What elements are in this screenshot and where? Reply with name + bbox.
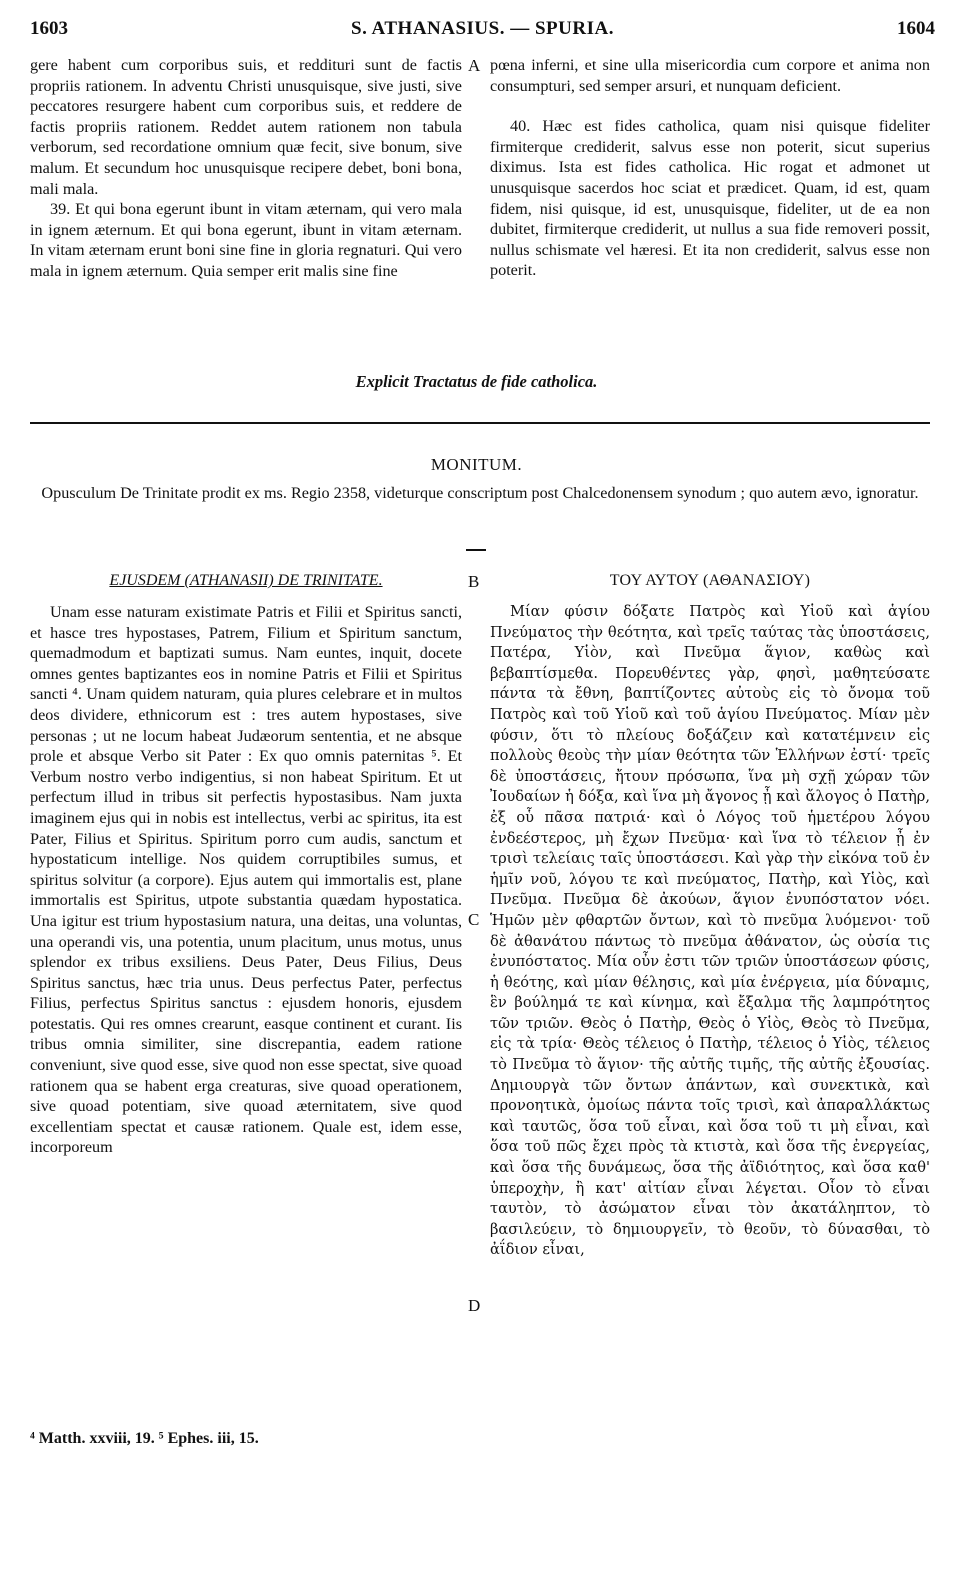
margin-letter-c: C bbox=[468, 910, 480, 929]
latin-text: Unam esse naturam existimate Patris et Filii et Spiritus sancti, et hasce tres hypostases, Patrem, Filium et Spiritum sanctum, quemadmodum et baptizati sumus. Nam euntes, inquit, docete omnes gentes baptizantes eos in nomine Patris et Filii et Spiritus sancti ⁴. Unam quidem naturam, quia plures celebrare et in multos deos dividere, ethnicorum est : tres autem hypostases, sive personas ; ut ne locum habeat Judæorum sententia, et ne absque prole et absque Verbo sit Pater : Ex quo omnis paternitas ⁵. Et Verbum nostro verbo indigentius, si non habeat Spiritum. Et ut perfectum illud in tribus sit perfectis hypostasibus. Nam juxta imaginem ejus qui in nobis est intellectus, verbi ac spiritus, ita est Pater, Filius et Spiritus. Spiritum porro cum audis, sanctum et hypostaticum intellige. Nos quidem corruptibiles sumus, et spiritus solvitur (a corpore). Ejus autem qui immortalis est, plane immortalis est Spiritus, utpote substantia quædam hypostatica. Una igitur est trium hypostasium natura, una deitas, una voluntas, una operandi vis, una potentia, unum placitum, unus motus, unus splendor ex tribus exsiliens. Deus Pater, Deus Filius, Deus Spiritus sanctus, hæc tria unus. Deus perfectus Pater, perfectus Filius, perfectus Spiritus sanctus : ejusdem honoris, ejusdem potestatis. Qui res omnes crearunt, easque continent et curant. Iis tribus omnia similiter, sine discrepantia, eadem ratione conveniunt, sive quod esse, sive quod non esse spectat, sive quoad rationem qua se habent erga creaturas, sive quoad operationem, sive quoad potentiam, sive quoad æternitatem, sive quod excellentiam spectat et causæ rationem. Quale est, idem esse, incorporeum bbox=[30, 603, 462, 1157]
greek-column bbox=[490, 602, 930, 1261]
margin-letter-d: D bbox=[468, 1296, 481, 1315]
running-header bbox=[30, 14, 935, 44]
latin-title: EJUSDEM (ATHANASII) DE TRINITATE. bbox=[109, 572, 383, 589]
short-divider bbox=[466, 549, 486, 551]
monitum-text: Opusculum De Trinitate prodit ex ms. Regio 2358, videturque conscriptum post Chalcedonensem synodum ; quo autem ævo, ignoratur. bbox=[41, 484, 919, 502]
footnotes: ⁴ Matth. xxviii, 19. ⁵ Ephes. iii, 15. bbox=[30, 1430, 259, 1447]
paragraph-40: 40. Hæc est fides catholica, quam nisi quisque fideliter firmiterque crediderit, salvus esse non poterit, sicut superius diximus. Ista est fides catholica. Hic rogat et admonet ut unusquisque sacerdos hoc sciat et prædicet. Quam, id est, quam fidem, nisi quisque, id est, unusquisque, fideliter, ut de ea non dubitet, firmiterque crediderit, ut nullus a sua fide removeri possit, nullus schismate vel hæresi. Et ita non crediderit, salvus esse non poterit. bbox=[490, 117, 930, 280]
margin-letter-b: B bbox=[468, 572, 480, 591]
paragraph-39: 39. Et qui bona egerunt ibunt in vitam æternam, qui vero mala in ignem æternum. Et qui bona egerunt, ibunt in vitam æternam. In vitam æternam erunt boni sine fine in gloria regnaturi. Qui vero mala in ignem æternum. Quia semper erit malis sine fine bbox=[30, 200, 462, 280]
top-left-column bbox=[30, 55, 462, 282]
explicit-line: Explicit Tractatus de fide catholica. bbox=[355, 372, 598, 391]
paragraph: pœna inferni, et sine ulla misericordia cum corpore et anima non consumpturi, sed semper arsuri, et nunquam deficient. bbox=[490, 56, 930, 95]
top-right-column bbox=[490, 55, 930, 281]
latin-column bbox=[30, 602, 462, 1158]
margin-letter-a: A bbox=[468, 56, 481, 75]
greek-title: ΤΟΥ ΑΥΤΟΥ (ΑΘΑΝΑΣΙΟΥ) bbox=[609, 572, 811, 589]
right-page-number: 1604 bbox=[897, 18, 935, 39]
greek-text: Μίαν φύσιν δόξατε Πατρὸς καὶ Υἱοῦ καὶ ἁγίου Πνεύματος τὴν θεότητα, καὶ τρεῖς ταύτας τὰς ὑποστάσεις, Πατέρα, Υἱὸν, καὶ Πνεῦμα ἅγιον, καθὼς καὶ βεβαπτίσμεθα. Πορευθέντες γὰρ, φησὶ, μαθητεύσατε πάντα τὰ ἔθνη, βαπτίζοντες αὐτοὺς εἰς τὸ ὄνομα τοῦ Πατρὸς καὶ τοῦ Υἱοῦ καὶ τοῦ ἁγίου Πνεύματος. Μίαν μὲν φύσιν, ὅτι τὸ πλείους δοξάζειν καὶ κατατέμνειν εἰς πολλοὺς θεοὺς τὴν μίαν θεότητα τῶν Ἑλλήνων ἐστί· τρεῖς δὲ ὑποστάσεις, ἤτουν πρόσωπα, ἵνα μὴ σχῇ χώραν τῶν Ἰουδαίων ἡ δόξα, καὶ ἵνα μὴ ἄγονος ᾖ καὶ ἄλογος ὁ Πατὴρ, ἐξ οὗ πᾶσα πατριά· καὶ ὁ Λόγος τοῦ ἡμετέρου λόγου ἐνδεέστερος, μὴ ἔχων Πνεῦμα· καὶ ἵνα τὸ τέλειον ᾖ ἐν τρισὶ τελείαις ταῖς ὑποστάσεσι. Καὶ γὰρ τὴν εἰκόνα τοῦ ἐν ἡμῖν νοῦ, λόγου τε καὶ πνεύματος, Πατὴρ, καὶ Υἱὸς, καὶ Πνεῦμα. Πνεῦμα δὲ ἀκούων, ἅγιον ἐνυπόστατον νόει. Ἡμῶν μὲν φθαρτῶν ὄντων, καὶ τὸ πνεῦμα λυόμενοι· τοῦ δὲ ἀθανάτου πάντως τὸ πνεῦμα ἀθάνατον, ὡς οὐσία τις ἐνυπόστατος. Μία οὖν ἐστι τῶν τριῶν ὑποστάσεων φύσις, ἡ θεότης, καὶ μίαν θέλησις, καὶ μία ἐνέργεια, μία δύναμις, ἓν βούλημά τε καὶ κίνημα, καὶ ἔξαλμα τῆς λαμπρότητος τῶν τριῶν. Θεὸς ὁ Πατὴρ, Θεὸς ὁ Υἱὸς, Θεὸς τὸ Πνεῦμα, εἰς τὰ τρία· Θεὸς τέλειος ὁ Πατὴρ, τέλειος ὁ Υἱὸς, τέλειος τὸ Πνεῦμα τὸ ἅγιον· τῆς αὐτῆς τιμῆς, τῆς αὐτῆς ἐξουσίας. Δημιουργὰ τῶν ὄντων ἁπάντων, καὶ συνεκτικὰ, καὶ προνοητικὰ, ὁμοίως πάντα τοῖς τρισὶ, καὶ ἀπαραλλάκτως καὶ ταυτῶς, ὅσα τοῦ εἶναι, καὶ ὅσα τοῦ τι μὴ εἶναι, καὶ ὅσα τοῦ πῶς ἔχει πρὸς τὰ κτιστὰ, καὶ ὅσα τῆς ἐνεργείας, καὶ ὅσα τῆς δυνάμεως, ὅσα τῆς ἀϊδιότητος, καὶ ὅσα καθ' ὑπεροχὴν, ἢ κατ' αἰτίαν εἶναι λέγεται. Οἷον τὸ εἶναι ταυτὸν, τὸ ἀσώματον εἶναι τὸν ἀκατάληπτον, τὸ βασιλεύειν, τὸ δημιουργεῖν, τὸ θεοῦν, τὸ δύνασθαι, τὸ ἀΐδιον εἶναι, bbox=[490, 603, 930, 1259]
left-page-number: 1603 bbox=[30, 18, 68, 39]
paragraph: gere habent cum corporibus suis, et reddituri sunt de factis propriis rationem. In adventu Christi unusquisque, sive justi, sive peccatores resurgere habent cum corporibus suis, et reddere de factis propriis rationem. Reddet autem rationem non tabula verborum, sed recordatione omnium quæ fecit, sive bonum, sive malum. Et secundum hoc unusquisque recipere debet, boni bona, mali mala. bbox=[30, 56, 462, 198]
monitum-title: MONITUM. bbox=[430, 455, 523, 474]
section-rule bbox=[30, 422, 930, 424]
running-title: S. ATHANASIUS. — SPURIA. bbox=[351, 18, 614, 39]
